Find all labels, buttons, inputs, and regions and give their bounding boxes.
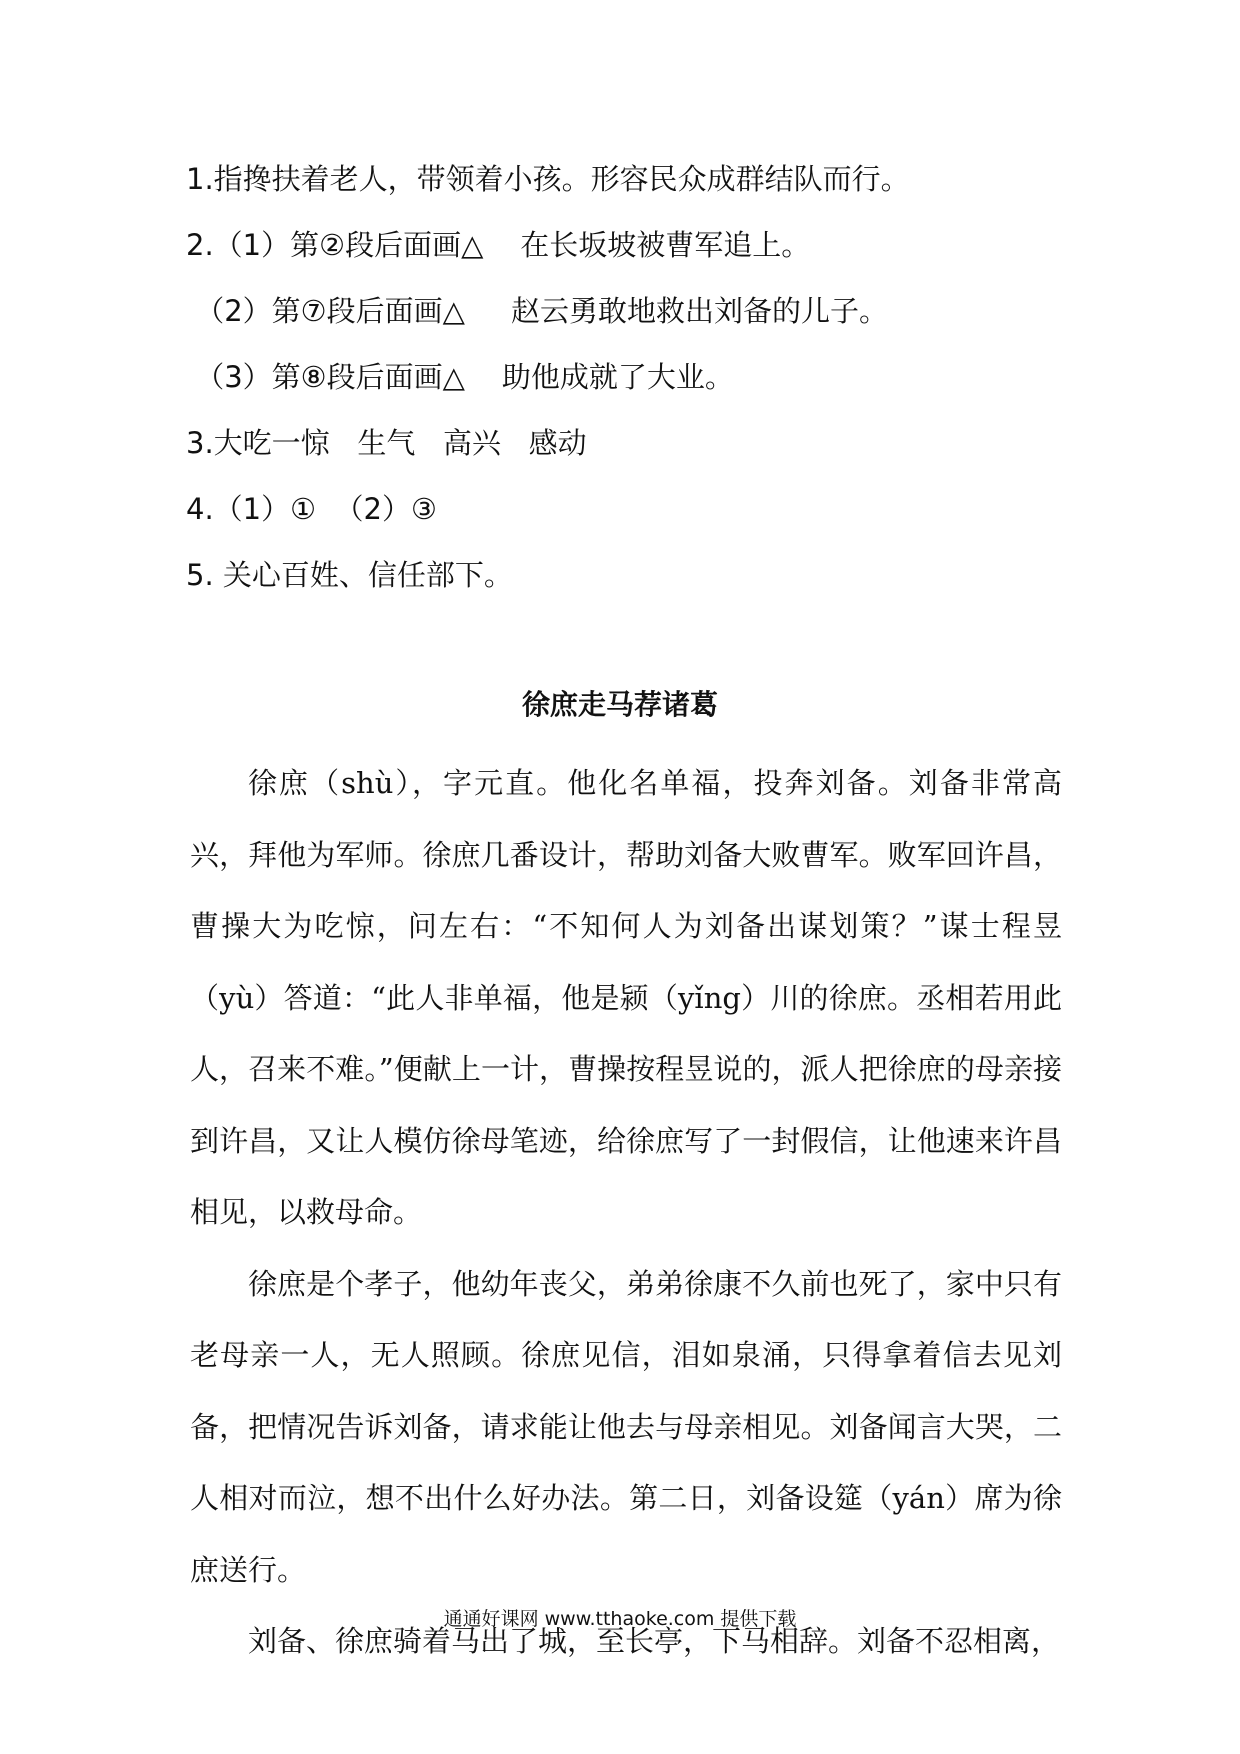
article-paragraph: 徐庶是个孝子，他幼年丧父，弟弟徐康不久前也死了，家中只有老母亲一人，无人照顾。徐庶见信，泪如泉涌，只得拿着信去见刘备，把情况告诉刘备，请求能让他去与母亲相见。刘备闻言大哭，二人相对而泣，想不出什么好办法。第二日，刘备设筵（yán）席为徐庶送行。 xyxy=(190,1266,1062,1587)
answer-line-3: 3.大吃一惊 生气 高兴 感动 xyxy=(186,426,587,460)
article-paragraph: 徐庶（shù），字元直。他化名单福，投奔刘备。刘备非常高兴，拜他为军师。徐庶几番设计，帮助刘备大败曹军。败军回许昌，曹操大为吃惊，问左右：“不知何人为刘备出谋划策？”谋士程昱（yù）答道：“此人非单福，他是颍（yǐng）川的徐庶。丞相若用此人，召来不难。”便献上一计，曹操按程昱说的，派人把徐庶的母亲接到许昌，又让人模仿徐母笔迹，给徐庶写了一封假信，让他速来许昌相见，以救母命。 xyxy=(190,766,1062,1229)
answer-section xyxy=(186,162,1086,624)
article-body xyxy=(190,748,1062,1678)
answer-line-2: 2.（1）第②段后面画△ 在长坂坡被曹军追上。 xyxy=(186,228,811,262)
answer-line-2-2: （2）第⑦段后面画△ 赵云勇敢地救出刘备的儿子。 xyxy=(186,294,889,328)
article-title: 徐庶走马荐诸葛 xyxy=(521,688,718,721)
answer-line-4: 4.（1）① （2）③ xyxy=(186,492,438,526)
article-paragraph: 刘备、徐庶骑着马出了城，至长亭，下马相辞。刘备不忍相离， xyxy=(248,1624,1061,1658)
answer-line-1: 1.指搀扶着老人，带领着小孩。形容民众成群结队而行。 xyxy=(186,162,910,196)
answer-line-2-3: （3）第⑧段后面画△ 助他成就了大业。 xyxy=(186,360,734,394)
answer-line-5: 5. 关心百姓、信任部下。 xyxy=(186,558,513,592)
page-footer: 通通好课网 www.tthaoke.com 提供下载 xyxy=(443,1608,797,1630)
